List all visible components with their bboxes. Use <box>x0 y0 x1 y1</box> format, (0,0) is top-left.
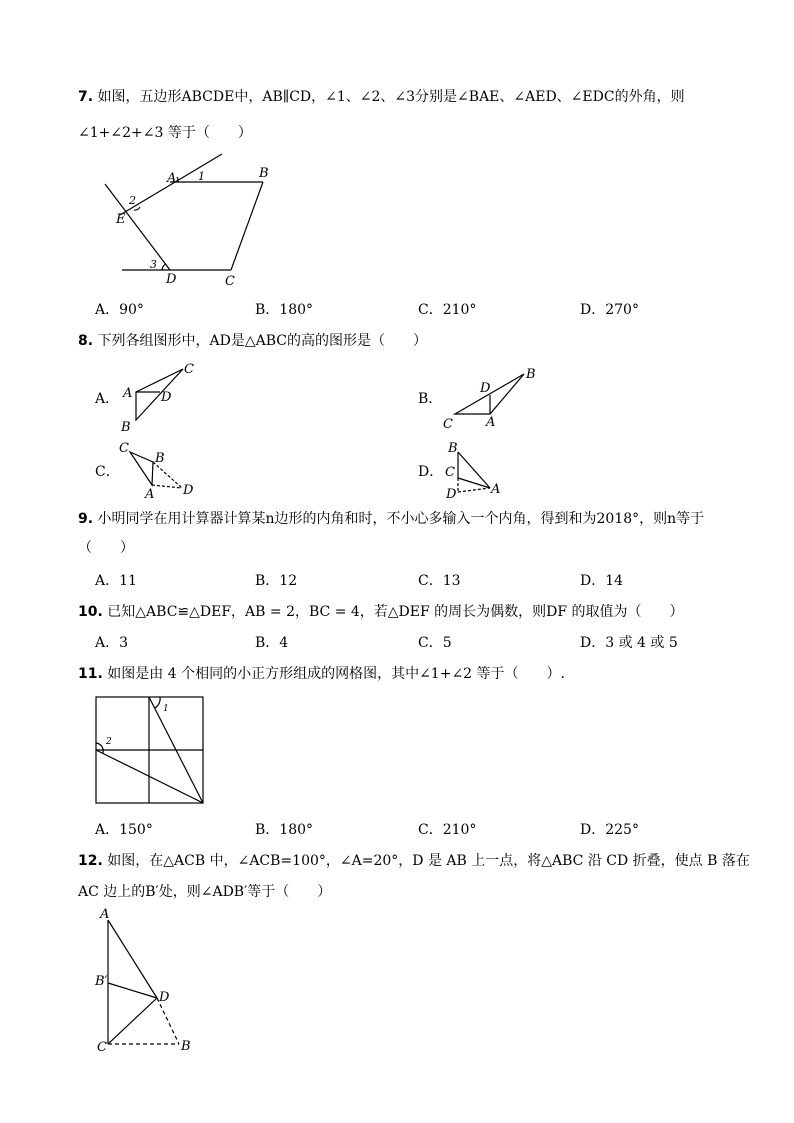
q8-option-c[interactable]: C． <box>95 464 120 480</box>
q7-option-c[interactable]: C．210° <box>418 302 477 318</box>
question-11 <box>78 664 565 684</box>
label-E: E <box>116 212 126 227</box>
label-D: D <box>159 990 170 1005</box>
question-text: 下列各组图形中，AD是△ABC的高的图形是（ ） <box>97 333 427 349</box>
question-number: 9. <box>78 511 94 527</box>
svg-text:A: A <box>123 386 133 401</box>
q11-option-a[interactable]: A．150° <box>95 822 153 838</box>
q10-option-a[interactable]: A．3 <box>95 635 129 651</box>
svg-text:B: B <box>155 451 165 466</box>
q8-figure-a <box>115 360 200 432</box>
svg-text:C: C <box>184 362 194 377</box>
question-number: 8. <box>78 333 94 349</box>
angle-2-label: 2 <box>129 194 136 207</box>
question-8 <box>78 331 427 351</box>
question-12-line1 <box>78 851 750 871</box>
label-C: C <box>225 274 235 289</box>
q9-option-a[interactable]: A．11 <box>95 573 137 589</box>
question-10 <box>78 602 684 622</box>
svg-text:D: D <box>480 381 491 396</box>
svg-text:D: D <box>161 390 172 405</box>
q9-option-d[interactable]: D．14 <box>580 573 624 589</box>
question-text: 小明同学在用计算器计算某n边形的内角和时，不小心多输入一个内角，得到和为2018°，则n等于 <box>97 511 705 527</box>
label-A: A <box>167 171 177 186</box>
angle-1-label: 1 <box>198 170 205 183</box>
question-text: 已知△ABC≌△DEF，AB = 2，BC = 4，若△DEF 的周长为偶数，则DF 的取值为（ ） <box>107 604 684 620</box>
question-9-line2: （ ） <box>78 540 134 556</box>
q8-figure-c <box>115 438 200 500</box>
svg-text:B: B <box>121 420 131 432</box>
question-12-line2: AC 边上的B′处，则∠ADB′等于（ ） <box>78 884 332 900</box>
label-A: A <box>100 907 110 922</box>
q8-figure-b <box>440 362 545 432</box>
pentagon-figure <box>100 150 300 290</box>
svg-text:C: C <box>443 417 453 432</box>
svg-text:A: A <box>486 415 496 430</box>
question-7-line2: ∠1+∠2+∠3 等于（ ） <box>78 125 252 141</box>
svg-text:B: B <box>448 441 458 456</box>
svg-text:B: B <box>526 367 536 382</box>
svg-text:A: A <box>145 487 155 500</box>
label-D: D <box>166 272 177 287</box>
label-Bprime: B′ <box>95 974 108 989</box>
q10-option-d[interactable]: D．3 或 4 或 5 <box>580 635 678 651</box>
q8-option-b[interactable]: B． <box>418 391 443 407</box>
angle-2-label: 2 <box>106 737 112 747</box>
q7-option-d[interactable]: D．270° <box>580 302 639 318</box>
question-9-line1 <box>78 509 704 529</box>
label-C: C <box>97 1040 107 1055</box>
q8-option-a[interactable]: A． <box>95 391 120 407</box>
label-B: B <box>181 1039 191 1054</box>
svg-text:C: C <box>119 441 129 456</box>
svg-text:A: A <box>491 482 501 497</box>
label-B: B <box>259 166 269 181</box>
q11-option-c[interactable]: C．210° <box>418 822 477 838</box>
question-number: 7. <box>78 89 94 105</box>
q9-option-c[interactable]: C．13 <box>418 573 461 589</box>
q10-option-b[interactable]: B．4 <box>255 635 289 651</box>
folding-triangle-figure <box>92 906 197 1056</box>
grid-figure <box>92 694 207 806</box>
q9-option-b[interactable]: B．12 <box>255 573 298 589</box>
question-7-line1 <box>78 87 685 107</box>
question-text: 如图，在△ACB 中，∠ACB=100°，∠A=20°，D 是 AB 上一点，将△ABC 沿 CD 折叠，使点 B 落在 <box>107 853 750 869</box>
q11-option-b[interactable]: B．180° <box>255 822 314 838</box>
q7-option-a[interactable]: A．90° <box>95 302 144 318</box>
angle-1-label: 1 <box>163 704 169 714</box>
svg-text:D: D <box>183 483 194 498</box>
q8-option-d[interactable]: D． <box>418 464 444 480</box>
q10-option-c[interactable]: C．5 <box>418 635 452 651</box>
q11-option-d[interactable]: D．225° <box>580 822 639 838</box>
question-number: 10. <box>78 604 103 620</box>
svg-text:C: C <box>445 465 455 480</box>
question-text: 如图是由 4 个相同的小正方形组成的网格图，其中∠1+∠2 等于（ ）. <box>107 666 565 682</box>
angle-3-label: 3 <box>150 258 157 271</box>
question-text: 如图，五边形ABCDE中，AB∥CD，∠1、∠2、∠3分别是∠BAE、∠AED、∠EDC的外角，则 <box>97 89 685 105</box>
q8-figure-d <box>440 438 510 500</box>
question-number: 12. <box>78 853 103 869</box>
svg-text:D: D <box>446 487 457 500</box>
q7-option-b[interactable]: B．180° <box>255 302 314 318</box>
question-number: 11. <box>78 666 103 682</box>
